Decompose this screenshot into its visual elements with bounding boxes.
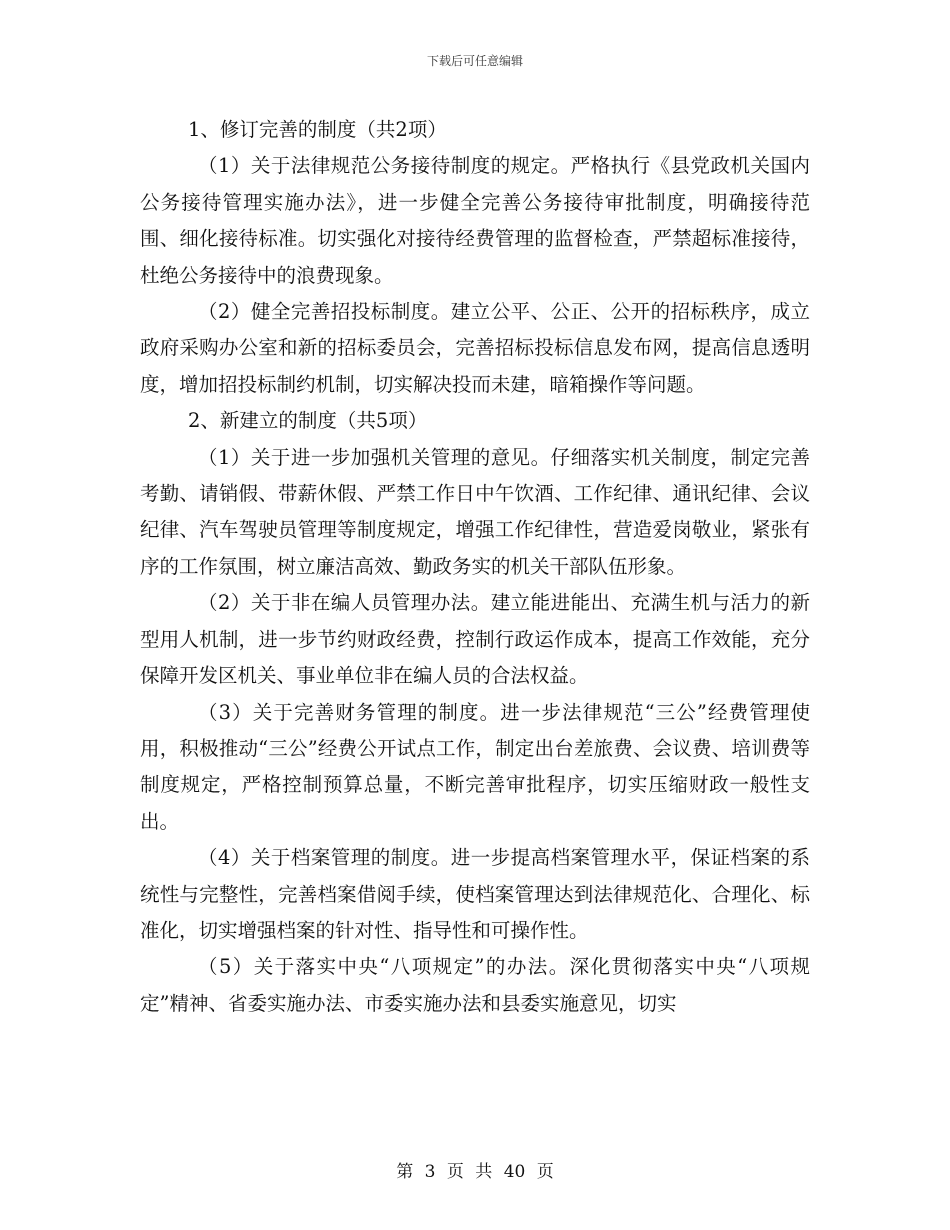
page-header: 下载后可任意编辑 xyxy=(426,54,523,68)
document-body xyxy=(140,112,810,1022)
paragraph: （5）关于落实中央“八项规定”的办法。深化贯彻落实中央“八项规定”精神、省委实施办法、市委实施办法和县委实施意见，切实 xyxy=(140,955,810,1015)
paragraph: （1）关于法律规范公务接待制度的规定。严格执行《县党政机关国内公务接待管理实施办法》，进一步健全完善公务接待审批制度，明确接待范围、细化接待标准。切实强化对接待经费管理的监督检查，严禁超标准接待，杜绝公务接待中的浪费现象。 xyxy=(140,154,810,287)
section-heading: 1、修订完善的制度（共2项） xyxy=(188,118,447,141)
section-heading: 2、新建立的制度（共5项） xyxy=(188,409,428,433)
page-footer: 第 3 页 共 40 页 xyxy=(396,1162,554,1182)
paragraph: （2）健全完善招投标制度。建立公平、公正、公开的招标秩序，成立政府采购办公室和新的招标委员会，完善招标投标信息发布网，提高信息透明度，增加招投标制约机制，切实解决投而未建，暗箱操作等问题。 xyxy=(140,300,810,396)
paragraph: （2）关于非在编人员管理办法。建立能进能出、充满生机与活力的新型用人机制，进一步节约财政经费，控制行政运作成本，提高工作效能，充分保障开发区机关、事业单位非在编人员的合法权益。 xyxy=(140,591,810,688)
paragraph: （4）关于档案管理的制度。进一步提高档案管理水平，保证档案的系统性与完整性，完善档案借阅手续，使档案管理达到法律规范化、合理化、标准化，切实增强档案的针对性、指导性和可操作性。 xyxy=(140,846,810,942)
paragraph: （1）关于进一步加强机关管理的意见。仔细落实机关制度，制定完善考勤、请销假、带薪休假、严禁工作日中午饮酒、工作纪律、通讯纪律、会议纪律、汽车驾驶员管理等制度规定，增强工作纪律性，营造爱岗敬业，紧张有序的工作氛围，树立廉洁高效、勤政务实的机关干部队伍形象。 xyxy=(140,445,810,578)
paragraph: （3）关于完善财务管理的制度。进一步法律规范“三公”经费管理使用，积极推动“三公”经费公开试点工作，制定出台差旅费、会议费、培训费等制度规定，严格控制预算总量，不断完善审批程序，切实压缩财政一般性支出。 xyxy=(140,700,810,833)
